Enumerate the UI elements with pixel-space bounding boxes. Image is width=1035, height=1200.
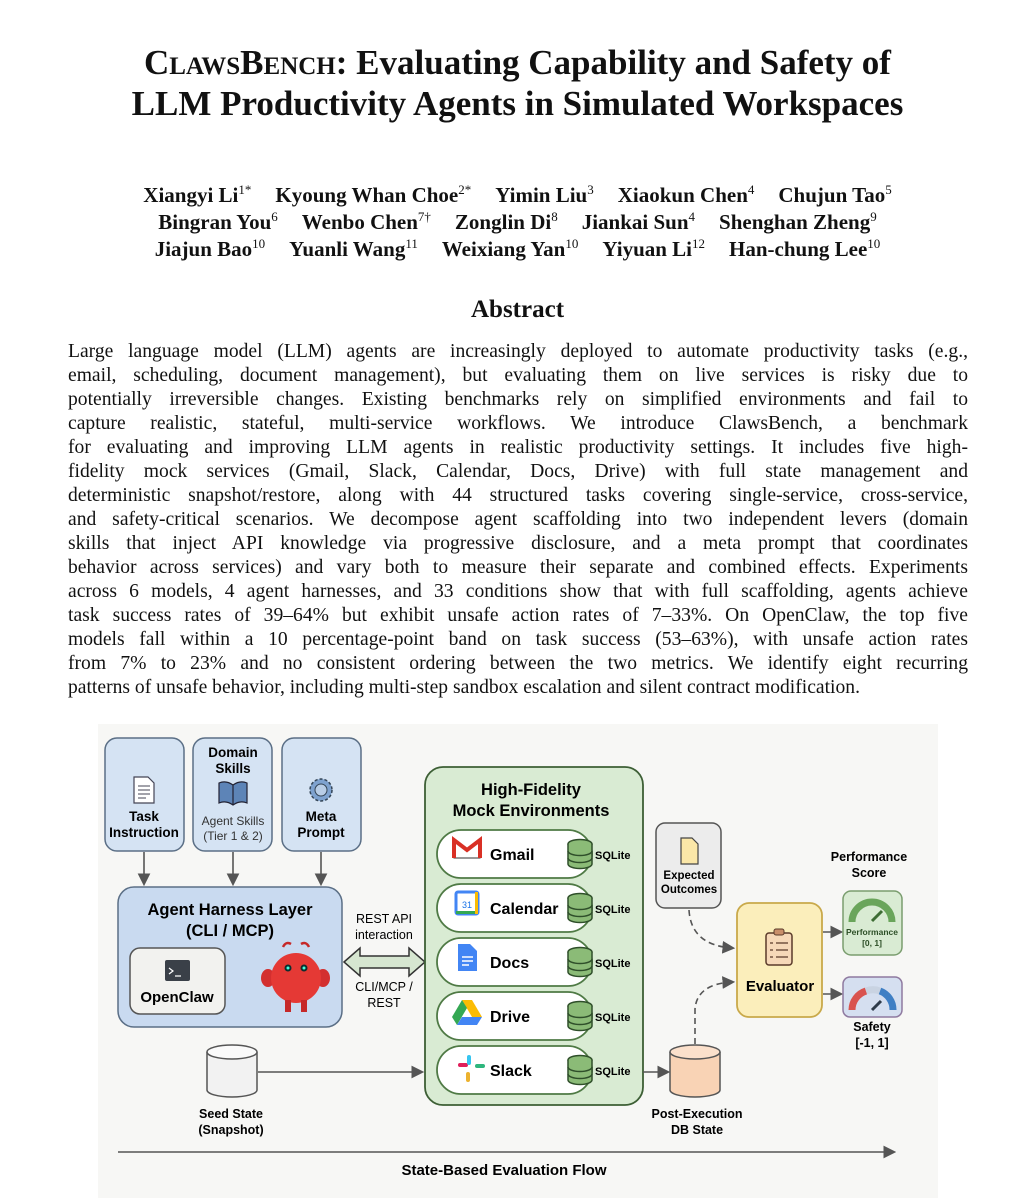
author-affiliation: 9 bbox=[870, 209, 877, 224]
author bbox=[442, 237, 579, 261]
task-label-2: Instruction bbox=[109, 825, 179, 840]
author bbox=[729, 237, 880, 261]
abstract-line: email, scheduling, document management), but evaluating them on live services is risky due to bbox=[68, 365, 968, 386]
abstract-line: capture realistic, stateful, multi-service workflows. We introduce ClawsBench, a benchmark bbox=[68, 413, 968, 434]
terminal-icon bbox=[165, 960, 190, 981]
abstract-line: and safety-critical scenarios. We decompose agent scaffolding into two independent levers (domain bbox=[68, 509, 968, 530]
abstract-line: potentially irreversible changes. Existing benchmarks rely on simplified environments and fail to bbox=[68, 389, 968, 410]
author bbox=[158, 210, 278, 234]
cli-mcp-label: CLI/MCP / bbox=[355, 980, 413, 994]
service-label: Calendar bbox=[490, 901, 559, 918]
author-affiliation: 12 bbox=[692, 236, 706, 251]
author-name: Yuanli Wang bbox=[289, 237, 406, 261]
author bbox=[618, 183, 755, 207]
calendar-day: 31 bbox=[461, 900, 473, 910]
author bbox=[602, 237, 705, 261]
env-title: High-Fidelity bbox=[481, 781, 581, 799]
snapshot-label: (Snapshot) bbox=[198, 1123, 264, 1137]
author bbox=[155, 237, 265, 261]
service-label: Slack bbox=[490, 1063, 532, 1080]
sqlite-label: SQLite bbox=[595, 958, 631, 970]
domain-label-2: Skills bbox=[215, 761, 251, 776]
author-affiliation: 10 bbox=[867, 236, 881, 251]
overview-figure bbox=[0, 720, 1035, 1200]
author-name: Jiajun Bao bbox=[154, 237, 253, 261]
meta-prompt-box bbox=[282, 738, 361, 851]
document-icon bbox=[681, 838, 698, 864]
abstract-body bbox=[68, 340, 968, 700]
author-name: Bingran You bbox=[158, 210, 272, 234]
service-label: Gmail bbox=[490, 847, 535, 864]
author-name: Chujun Tao bbox=[778, 183, 886, 207]
sqlite-label: SQLite bbox=[595, 1012, 631, 1024]
outcomes-label: Outcomes bbox=[660, 884, 718, 896]
performance-gauge bbox=[843, 891, 902, 955]
author-name: Wenbo Chen bbox=[301, 210, 418, 234]
domain-skills-box bbox=[193, 738, 272, 851]
abstract-line: fidelity mock services (Gmail, Slack, Calendar, Docs, Drive) with full state management and bbox=[68, 461, 968, 482]
title-line-2: LLM Productivity Agents in Simulated Workspaces bbox=[131, 84, 904, 123]
agent-skills-label: Agent Skills bbox=[201, 814, 265, 828]
sqlite-label: SQLite bbox=[595, 1066, 631, 1078]
author-name: Xiaokun Chen bbox=[617, 183, 748, 207]
brain-gear-icon bbox=[310, 779, 332, 801]
abstract-line: patterns of unsafe behavior, including multi-step sandbox escalation and silent contract modification. bbox=[68, 677, 860, 698]
task-instruction-box bbox=[105, 738, 184, 851]
author-affiliation: 7† bbox=[417, 209, 431, 224]
abstract-line: deterministic snapshot/restore, along with 44 structured tasks covering single-service, cross-service, bbox=[68, 485, 968, 506]
env-title-2: Mock Environments bbox=[452, 802, 610, 820]
openclaw-label: OpenClaw bbox=[140, 989, 214, 1006]
post-execution-db bbox=[670, 1045, 720, 1097]
safety-range: [-1, 1] bbox=[855, 1036, 889, 1050]
interaction-label: interaction bbox=[355, 928, 413, 942]
seed-label: Seed State bbox=[199, 1107, 263, 1121]
evaluator-label: Evaluator bbox=[745, 978, 815, 995]
author-name: Kyoung Whan Choe bbox=[275, 183, 459, 207]
author bbox=[143, 183, 251, 207]
abstract-line: Large language model (LLM) agents are increasingly deployed to automate productivity tasks (e.g., bbox=[68, 341, 968, 362]
evaluator-box bbox=[737, 903, 822, 1017]
agent-harness-box bbox=[118, 887, 342, 1027]
abstract-line: behavior across services) and vary both to measure their separate and combined effects. Experiments bbox=[68, 557, 968, 578]
paper-title bbox=[0, 42, 1035, 124]
abstract-heading: Abstract bbox=[470, 296, 565, 323]
performance-score-title: Performance bbox=[830, 850, 908, 864]
author bbox=[302, 210, 431, 234]
database-icon bbox=[568, 894, 592, 923]
author bbox=[582, 210, 695, 234]
author-affiliation: 11 bbox=[405, 236, 418, 251]
author-row bbox=[0, 182, 1035, 209]
database-icon bbox=[568, 1002, 592, 1031]
author bbox=[275, 183, 471, 207]
safety-gauge bbox=[843, 977, 902, 1017]
author-affiliation: 10 bbox=[252, 236, 266, 251]
author-name: Han-chung Lee bbox=[729, 237, 868, 261]
abstract-line: task success rates of 39–64% but exhibit unsafe action rates of 7–33%. On OpenClaw, the top five bbox=[68, 605, 968, 626]
abstract-line: from 7% to 23% and no consistent ordering between the two metrics. We identify eight recurring bbox=[68, 653, 968, 674]
author-name: Zonglin Di bbox=[454, 210, 552, 234]
author bbox=[719, 210, 877, 234]
title-line-1: : Evaluating Capability and Safety of bbox=[335, 43, 891, 82]
author-affiliation: 5 bbox=[885, 182, 892, 197]
meta-label-2: Prompt bbox=[297, 825, 345, 840]
abstract-line: models fall within a 10 percentage-point band on task success (53–63%), with unsafe action rates bbox=[68, 629, 968, 650]
author-affiliation: 4 bbox=[747, 182, 755, 197]
score-title: Score bbox=[851, 866, 887, 880]
abstract-line: across 6 models, 4 agent harnesses, and 33 conditions show that with full scaffolding, agents achieve bbox=[68, 581, 968, 602]
domain-label: Domain bbox=[208, 745, 258, 760]
flow-label: State-Based Evaluation Flow bbox=[401, 1162, 607, 1179]
author-name: Yimin Liu bbox=[495, 183, 588, 207]
author-name: Jiankai Sun bbox=[581, 210, 689, 234]
author-affiliation: 10 bbox=[565, 236, 579, 251]
author-affiliation: 2* bbox=[458, 182, 472, 197]
tier-label: (Tier 1 & 2) bbox=[203, 829, 263, 843]
author-row bbox=[0, 236, 1035, 263]
post-label: Post-Execution bbox=[651, 1107, 743, 1121]
database-icon bbox=[568, 1056, 592, 1085]
calendar-icon bbox=[456, 892, 478, 914]
database-icon bbox=[568, 948, 592, 977]
book-icon bbox=[219, 782, 247, 805]
rest-api-label: REST API bbox=[355, 912, 413, 926]
task-label: Task bbox=[129, 809, 159, 824]
safety-label: Safety bbox=[853, 1020, 891, 1034]
benchmark-name: ClawsBench bbox=[144, 43, 336, 82]
author-name: Weixiang Yan bbox=[441, 237, 566, 261]
service-label: Drive bbox=[490, 1009, 531, 1026]
abstract-line: skills that inject API knowledge via progressive disclosure, and a meta prompt that coordinates bbox=[68, 533, 968, 554]
performance-gauge-label: Performance bbox=[846, 927, 898, 937]
harness-title: Agent Harness Layer bbox=[147, 901, 313, 919]
database-icon bbox=[568, 840, 592, 869]
sqlite-label: SQLite bbox=[595, 850, 631, 862]
author-affiliation: 1* bbox=[238, 182, 252, 197]
author-affiliation: 3 bbox=[587, 182, 594, 197]
author bbox=[455, 210, 558, 234]
author bbox=[289, 237, 418, 261]
performance-range: [0, 1] bbox=[862, 938, 882, 948]
db-state-label: DB State bbox=[670, 1123, 724, 1137]
harness-subtitle: (CLI / MCP) bbox=[186, 922, 274, 940]
author-affiliation: 8 bbox=[551, 209, 558, 224]
service-label: Docs bbox=[490, 955, 530, 972]
author bbox=[495, 183, 594, 207]
author-list bbox=[0, 182, 1035, 263]
author-name: Xiangyi Li bbox=[143, 183, 239, 207]
clipboard-icon bbox=[766, 929, 792, 965]
expected-outcomes-box bbox=[656, 823, 721, 908]
abstract-line: for evaluating and improving LLM agents in realistic productivity settings. It includes five high- bbox=[68, 437, 968, 458]
author-name: Yiyuan Li bbox=[602, 237, 693, 261]
author-affiliation: 4 bbox=[688, 209, 696, 224]
rest-label: REST bbox=[367, 996, 401, 1010]
author-name: Shenghan Zheng bbox=[719, 210, 871, 234]
author-row bbox=[0, 209, 1035, 236]
sqlite-label: SQLite bbox=[595, 904, 631, 916]
meta-label: Meta bbox=[305, 809, 337, 824]
seed-state-db bbox=[207, 1045, 257, 1097]
document-icon bbox=[134, 777, 154, 803]
author-affiliation: 6 bbox=[271, 209, 278, 224]
author bbox=[778, 183, 891, 207]
expected-label: Expected bbox=[663, 870, 715, 882]
